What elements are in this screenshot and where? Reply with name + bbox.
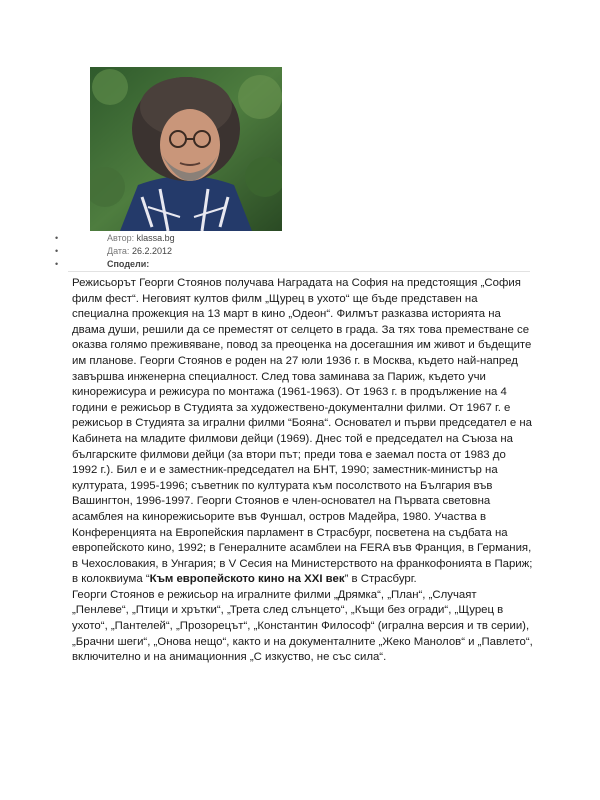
meta-divider bbox=[68, 271, 530, 272]
article-paragraph: Георги Стоянов е режисьор на игралните филми „Дрямка“, „План“, „Случаят „Пенлеве“, „Птици и хрътки“, „Трета след слънцето“, „Къщи без огради“, „Щурец в ухото“, „Пантелей“, „Прозорецът“, „Константин Философ“ (игрална версия и тв серии), „Брачни шеги“, „Онова нещо“, както и на документалните „Жеко Манолов“ и „Павлето“, включително и на анимационния „С изкуство, не със сила“. bbox=[72, 588, 533, 664]
author-value[interactable]: klassa.bg bbox=[136, 233, 175, 243]
bullet-icon: • bbox=[55, 246, 59, 256]
share-label[interactable]: Сподели: bbox=[107, 259, 150, 269]
article-meta-list bbox=[55, 232, 175, 271]
paragraph-text-end: ” в Страсбург. bbox=[344, 573, 417, 586]
author-label: Автор: bbox=[107, 233, 135, 243]
author-portrait-photo bbox=[90, 67, 282, 231]
date-label: Дата: bbox=[107, 246, 130, 256]
bullet-icon: • bbox=[55, 233, 59, 243]
bullet-icon: • bbox=[55, 259, 59, 269]
colloquium-title: Към европейското кино на XXI век bbox=[149, 573, 345, 586]
portrait-illustration bbox=[90, 67, 282, 231]
article-body bbox=[72, 276, 534, 666]
paragraph-text: Режисьорът Георги Стоянов получава Наградата на София на предстоящия „София филм фест“. Неговият култов филм „Щурец в ухото“ ще бъде представен на специална прожекция на 13 март в кино „Одеон“. Филмът разказва историята на двама души, решили да се преместят от селцето в града. За тях това преместване се оказва голямо преживяване, повод за преоценка на досегашния им живот и бъдещите им планове. Георги Стоянов е роден на 27 юли 1936 г. в Москва, където най-напред завършва инженерна специалност. След това заминава за Париж, където учи кинорежисура и режисура по монтажа (1961-1963). От 1963 г. в продължение на 4 години е режисьор в Студията за художествено-документални филми. От 1967 г. е режисьор в Студията за игрални филми “Бояна“. Основател и първи председател е на Кабинета на младите филмови дейци (1969). Днес той е председател на Съюза на българските филмови дейци (за втори път; преди това е заемал поста от 1983 до 1992 г.). Бил е и е заместник-председател на БНТ, 1990; заместник-министър на културата, 1995-1996; съветник по културата към посолството на България във Вашингтон, 1996-1997. Георги Стоянов е член-основател на Първата световна асамблея на кинорежисьорите във Фуншал, остров Мадейра, 1980. Участва в Конференцията на Европейския парламент в Страсбург, посветена на съдбата на европейското кино, 1992; в Генералните асамблеи на FERA във Франция, в Германия, в Чехословакия, в Унгария; в V Сесия на Министерството на франкофонията в Париж; в колоквиума “ bbox=[72, 277, 533, 586]
date-value: 26.2.2012 bbox=[131, 246, 172, 256]
meta-date bbox=[55, 245, 175, 258]
meta-author bbox=[55, 232, 175, 245]
article-paragraph bbox=[72, 276, 534, 588]
meta-share bbox=[55, 258, 175, 271]
